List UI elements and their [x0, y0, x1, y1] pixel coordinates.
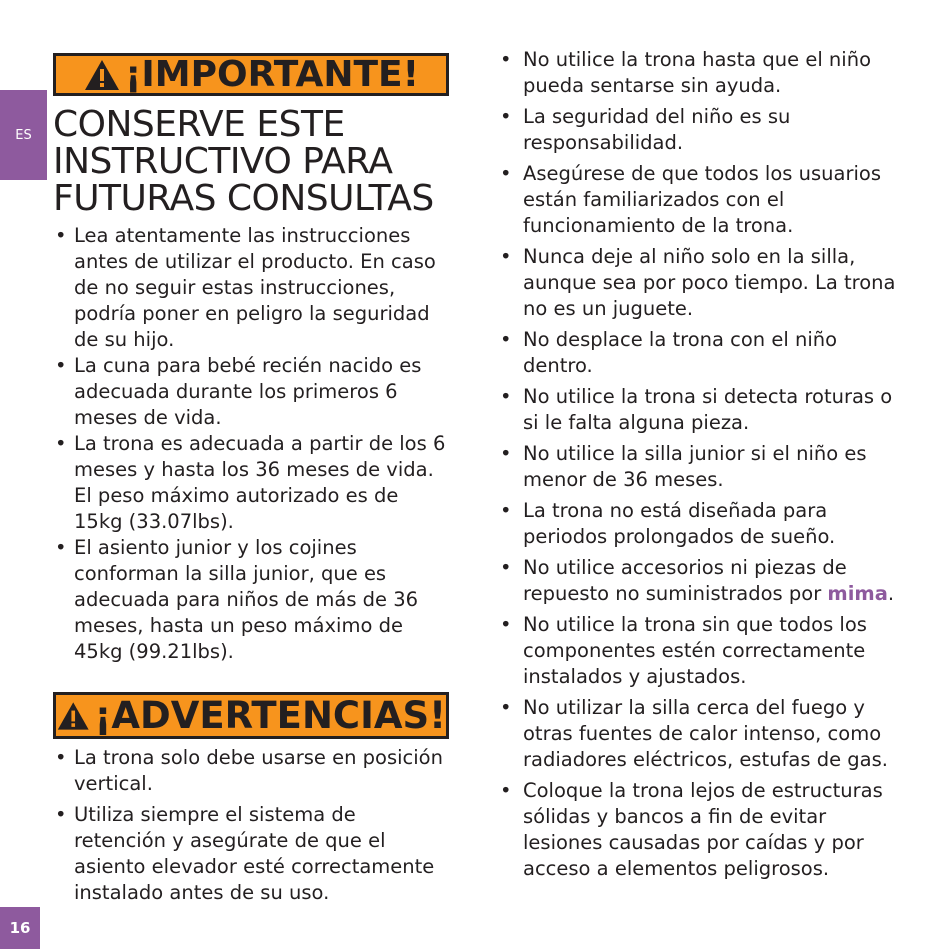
important-banner-label: ¡IMPORTANTE!: [124, 54, 420, 95]
list-item: • El asiento junior y los cojines conforman la silla junior, que es adecuada para niños de más de 36 meses, hasta un peso máximo de 45kg (99.21lbs).: [53, 535, 449, 665]
list-item: • La cuna para bebé recién nacido es adecuada durante los primeros 6 meses de vida.: [53, 353, 449, 431]
brand-name: mima: [827, 582, 888, 605]
list-item: • Coloque la trona lejos de estructuras sólidas y bancos a fin de evitar lesiones causadas por caídas y por acceso a elementos peligrosos.: [498, 778, 910, 882]
warnings-banner: [53, 692, 449, 739]
warnings-banner-label: ¡ADVERTENCIAS!: [94, 694, 446, 737]
list-item: • No utilice la trona sin que todos los componentes estén correctamente instalados y ajustados.: [498, 612, 910, 690]
language-label: ES: [15, 127, 32, 143]
list-item: • No utilice la trona si detecta roturas o si le falta alguna pieza.: [498, 384, 910, 436]
left-column: [53, 53, 449, 911]
list-item: • Asegúrese de que todos los usuarios están familiarizados con el funcionamiento de la trona.: [498, 161, 910, 239]
item-text: .: [887, 582, 895, 605]
important-banner: [53, 53, 449, 96]
list-item: • No desplace la trona con el niño dentro.: [498, 327, 910, 379]
heading-line: CONSERVE ESTE: [53, 104, 345, 145]
right-column: [498, 47, 910, 887]
heading-line: INSTRUCTIVO PARA: [53, 141, 393, 182]
item-text: No utilice accesorios ni piezas de repuesto no suministrados por: [523, 556, 847, 605]
warnings-list-continued: [498, 47, 910, 882]
list-item: • La trona solo debe usarse en posición vertical.: [53, 745, 449, 797]
list-item: • La trona no está diseñada para periodos prolongados de sueño.: [498, 498, 910, 550]
page-number: [0, 907, 40, 949]
list-item: • La seguridad del niño es su responsabilidad.: [498, 104, 910, 156]
heading-line: FUTURAS CONSULTAS: [53, 178, 434, 219]
list-item: • Lea atentamente las instrucciones antes de utilizar el producto. En caso de no seguir estas instrucciones, podría poner en peligro la seguridad de su hijo.: [53, 223, 449, 353]
list-item: • Nunca deje al niño solo en la silla, aunque sea por poco tiempo. La trona no es un juguete.: [498, 244, 910, 322]
list-item: • No utilice la silla junior si el niño es menor de 36 meses.: [498, 441, 910, 493]
warning-triangle-icon: [56, 699, 90, 733]
list-item: • No utilizar la silla cerca del fuego y otras fuentes de calor intenso, como radiadores eléctricos, estufas de gas.: [498, 695, 910, 773]
important-heading: [53, 106, 449, 217]
list-item: • No utilice la trona hasta que el niño pueda sentarse sin ayuda.: [498, 47, 910, 99]
list-item: [498, 555, 910, 607]
list-item: • La trona es adecuada a partir de los 6 meses y hasta los 36 meses de vida. El peso máximo autorizado es de 15kg (33.07lbs).: [53, 431, 449, 535]
important-list: [53, 223, 449, 665]
warning-triangle-icon: [83, 58, 121, 92]
language-tab: [0, 90, 47, 180]
page-number-label: 16: [9, 919, 31, 937]
warnings-list: [53, 745, 449, 906]
list-item: • Utiliza siempre el sistema de retención y asegúrate de que el asiento elevador esté correctamente instalado antes de su uso.: [53, 802, 449, 906]
